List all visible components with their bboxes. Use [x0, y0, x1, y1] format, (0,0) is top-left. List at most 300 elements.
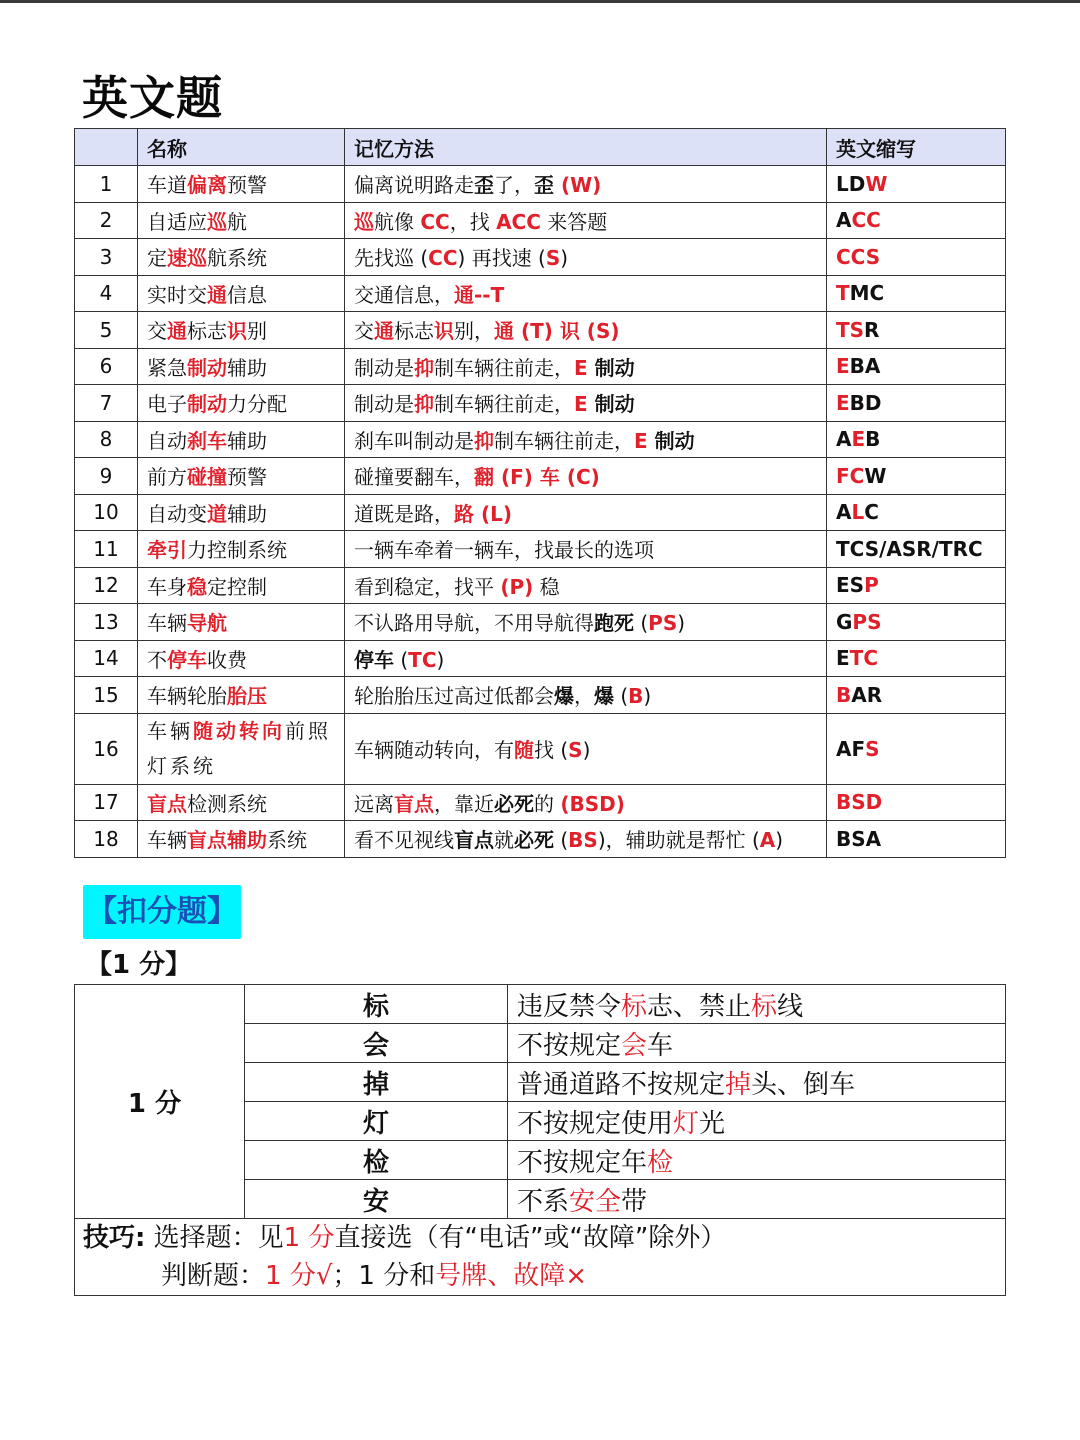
text-run: 检测系统	[187, 791, 267, 816]
english-abbreviation	[827, 348, 1006, 385]
text-run: 盲点辅助	[187, 828, 267, 853]
text-run: 航系统	[207, 246, 267, 271]
text-run: 速巡	[167, 246, 207, 271]
text-run: 车辆随动转向，有	[354, 738, 514, 762]
text-run: 不按规定	[517, 1030, 622, 1061]
text-run: 必死	[494, 791, 534, 816]
text-run: E	[836, 354, 850, 379]
text-run: 稳	[187, 574, 207, 599]
english-abbreviation	[827, 202, 1006, 239]
text-run: W	[865, 171, 888, 196]
text-run: CCS	[836, 244, 881, 269]
text-run: 巡	[207, 209, 227, 234]
text-run: 看到稳定，找平	[354, 574, 501, 599]
text-run: AF	[836, 736, 866, 761]
text-run: 刹车叫制动是	[354, 428, 474, 453]
text-run: FC	[836, 463, 865, 488]
text-run: 车道	[147, 173, 187, 198]
text-run: (P)	[500, 574, 534, 599]
english-abbreviation	[827, 677, 1006, 714]
text-run: TC	[408, 647, 437, 672]
text-run: 预警	[227, 465, 267, 490]
text-run: ，	[574, 684, 594, 709]
text-run: BA	[849, 354, 881, 379]
text-run: 看不见视线	[354, 828, 454, 853]
text-run: ，靠近	[434, 791, 494, 816]
text-run: W	[864, 463, 887, 488]
one-point-subheading: 【1 分】	[86, 950, 192, 980]
feature-name	[138, 640, 345, 677]
text-run: 标	[751, 991, 778, 1022]
row-number: 3	[75, 239, 138, 276]
text-run: 胎压	[227, 684, 267, 709]
text-run: 头、倒车	[751, 1069, 856, 1100]
text-run: (	[554, 828, 569, 853]
mnemonic-key: 安	[245, 1180, 508, 1219]
text-run: 停车	[354, 647, 394, 672]
score-label: 1 分	[75, 985, 245, 1219]
text-run: 标志	[394, 319, 434, 344]
text-run: )	[643, 684, 652, 709]
text-run: A	[836, 500, 852, 525]
text-run: 翻 (F) 车 (C)	[474, 465, 600, 490]
row-number: 12	[75, 567, 138, 604]
text-run: S	[545, 246, 561, 271]
text-run: 巡	[354, 209, 374, 234]
text-run: 不系	[517, 1186, 570, 1217]
text-run: 力分配	[227, 392, 287, 417]
feature-name	[138, 239, 345, 276]
text-run: (W)	[554, 173, 602, 198]
text-run: 了，	[494, 173, 534, 198]
feature-name	[138, 713, 345, 784]
english-abbreviation	[827, 567, 1006, 604]
text-run: R	[864, 317, 880, 342]
english-abbreviation	[827, 604, 1006, 641]
memory-method	[345, 166, 827, 203]
deduction-table	[74, 984, 1006, 1296]
feature-name	[138, 312, 345, 349]
violation-description	[508, 1063, 1006, 1102]
english-abbreviation-table	[74, 128, 1006, 858]
row-number: 2	[75, 202, 138, 239]
text-run: 直接选（有“电话”或“故障”除外）	[334, 1223, 727, 1253]
text-run: 车辆	[147, 828, 187, 853]
table-header-row	[75, 129, 1006, 166]
deduction-row	[75, 985, 1006, 1024]
text-run: 抑	[474, 428, 494, 453]
text-run: PS	[852, 609, 882, 634]
table-row	[75, 458, 1006, 495]
text-run: 道既是路，	[354, 501, 454, 526]
memory-method	[345, 640, 827, 677]
text-run: 交	[354, 319, 374, 344]
row-number: 1	[75, 166, 138, 203]
text-run: 路 (L)	[454, 501, 512, 526]
text-run: BS	[568, 828, 598, 853]
text-run: 前方	[147, 465, 187, 490]
feature-name	[138, 166, 345, 203]
text-run: 交通信息，	[354, 282, 454, 307]
text-run: 会	[621, 1030, 648, 1061]
text-run: 制车辆往前走，	[494, 428, 634, 453]
text-run: L	[851, 500, 865, 525]
text-run: 自动	[147, 428, 187, 453]
table-row	[75, 531, 1006, 568]
tip-line-judgment	[83, 1257, 997, 1295]
english-abbreviation	[827, 784, 1006, 821]
text-run: 稳	[533, 574, 560, 599]
english-abbreviation	[827, 494, 1006, 531]
text-run: 通	[207, 282, 227, 307]
text-run: 爆	[554, 684, 574, 709]
text-run: 不按规定年	[517, 1147, 648, 1178]
text-run: 通	[167, 319, 187, 344]
text-run: 检	[647, 1147, 674, 1178]
text-run: 不	[147, 647, 167, 672]
violation-description	[508, 985, 1006, 1024]
text-run: 偏离	[187, 173, 227, 198]
text-run: 违反禁令	[517, 991, 622, 1022]
text-run: CC	[851, 208, 881, 233]
text-run: 车辆轮胎	[147, 684, 227, 709]
text-run: 辅助	[227, 355, 267, 380]
text-run: 灯	[673, 1108, 700, 1139]
text-run: 1 分√	[265, 1261, 333, 1291]
text-run: 偏离说明路走	[354, 173, 474, 198]
text-run: 别，	[454, 319, 494, 344]
text-run: 远离	[354, 791, 394, 816]
memory-method	[345, 531, 827, 568]
row-number: 5	[75, 312, 138, 349]
text-run: 收费	[207, 647, 247, 672]
mnemonic-key: 会	[245, 1024, 508, 1063]
table-row	[75, 677, 1006, 714]
text-run: 随动转向	[193, 718, 285, 743]
text-run: 车辆	[147, 718, 193, 743]
memory-method	[345, 312, 827, 349]
row-number: 17	[75, 784, 138, 821]
text-run: 自适应	[147, 209, 207, 234]
top-border	[0, 0, 1080, 3]
text-run: 识	[227, 319, 247, 344]
table-row	[75, 348, 1006, 385]
text-run: 一辆车牵着一辆车，找最长的选项	[354, 538, 654, 563]
text-run: AR	[851, 682, 883, 707]
text-run: 道	[207, 501, 227, 526]
text-run: 掉	[725, 1069, 752, 1100]
text-run: 安全	[569, 1186, 622, 1217]
violation-description	[508, 1102, 1006, 1141]
header-memo: 记忆方法	[345, 129, 827, 166]
text-run: G	[836, 609, 853, 634]
text-run: 车身	[147, 574, 187, 599]
memory-method	[345, 275, 827, 312]
text-run: 制车辆往前走，	[434, 392, 574, 417]
memory-method	[345, 421, 827, 458]
table-body	[75, 166, 1006, 858]
text-run: )	[436, 647, 445, 672]
text-run: )	[560, 246, 569, 271]
text-run: TS	[836, 317, 865, 342]
memory-method	[345, 348, 827, 385]
text-run: 交	[147, 319, 167, 344]
mnemonic-key: 标	[245, 985, 508, 1024]
text-run: ；1 分和	[332, 1261, 436, 1291]
text-run: S	[568, 738, 583, 762]
feature-name	[138, 821, 345, 858]
memory-method	[345, 385, 827, 422]
table-row	[75, 239, 1006, 276]
feature-name	[138, 604, 345, 641]
english-abbreviation	[827, 166, 1006, 203]
violation-description	[508, 1180, 1006, 1219]
feature-name	[138, 567, 345, 604]
row-number: 9	[75, 458, 138, 495]
row-number: 4	[75, 275, 138, 312]
deduction-section-badge: 【扣分题】	[83, 885, 241, 939]
text-run: 爆	[594, 684, 614, 709]
text-run: 前照灯系统	[147, 718, 331, 778]
text-run: 紧急	[147, 355, 187, 380]
text-run: B	[865, 427, 881, 452]
text-run: 制动	[647, 428, 695, 453]
text-run: LD	[836, 171, 866, 196]
text-run: ) 再找速 (	[457, 246, 546, 271]
table-row	[75, 713, 1006, 784]
mnemonic-key: 检	[245, 1141, 508, 1180]
table-row	[75, 821, 1006, 858]
text-run: 系统	[267, 828, 307, 853]
text-run: 自动变	[147, 501, 207, 526]
text-run: 辅助	[227, 428, 267, 453]
table-row	[75, 275, 1006, 312]
text-run: 定控制	[207, 574, 267, 599]
text-run: ES	[836, 573, 865, 598]
english-abbreviation	[827, 312, 1006, 349]
memory-method	[345, 713, 827, 784]
text-run: 抑	[414, 392, 434, 417]
text-run: 选择题：见	[145, 1223, 284, 1253]
english-abbreviation	[827, 275, 1006, 312]
text-run: ，找	[449, 209, 497, 234]
text-run: 歪	[474, 173, 494, 198]
memory-method	[345, 784, 827, 821]
text-run: ACC	[496, 209, 541, 234]
english-abbreviation	[827, 821, 1006, 858]
text-run: 碰撞要翻车，	[354, 465, 474, 490]
page-title: 英文题	[82, 71, 223, 125]
text-run: )	[775, 828, 784, 853]
text-run: 带	[621, 1186, 648, 1217]
text-run: 标志	[187, 319, 227, 344]
text-run: 必死	[514, 828, 554, 853]
memory-method	[345, 821, 827, 858]
english-abbreviation	[827, 713, 1006, 784]
text-run: )，辅助就是帮忙 (	[597, 828, 760, 853]
table-row	[75, 567, 1006, 604]
violation-description	[508, 1141, 1006, 1180]
text-run: (	[614, 684, 629, 709]
feature-name	[138, 421, 345, 458]
text-run: 标	[621, 991, 648, 1022]
text-run: 车	[647, 1030, 674, 1061]
text-run: T	[836, 281, 850, 306]
text-run: 航像	[374, 209, 421, 234]
text-run: 刹车	[187, 428, 227, 453]
feature-name	[138, 677, 345, 714]
tip-line-choice	[83, 1219, 997, 1257]
text-run: 定	[147, 246, 167, 271]
text-run: BSD	[836, 790, 883, 815]
row-number: 18	[75, 821, 138, 858]
row-number: 11	[75, 531, 138, 568]
text-run: 光	[699, 1108, 726, 1139]
row-number: 10	[75, 494, 138, 531]
text-run: 制车辆往前走，	[434, 355, 574, 380]
english-abbreviation	[827, 640, 1006, 677]
text-run: A	[836, 208, 852, 233]
text-run: )	[582, 738, 591, 762]
text-run: 抑	[414, 355, 434, 380]
text-run: CC	[420, 209, 450, 234]
row-number: 7	[75, 385, 138, 422]
text-run: 技巧:	[83, 1223, 146, 1253]
text-run: 通	[374, 319, 394, 344]
text-run: 车辆	[147, 611, 187, 636]
text-run: E	[836, 646, 850, 671]
feature-name	[138, 348, 345, 385]
text-run: 制动	[187, 392, 227, 417]
text-run: PS	[648, 611, 678, 636]
text-run: E	[634, 428, 648, 453]
memory-method	[345, 202, 827, 239]
text-run: 实时交	[147, 282, 207, 307]
violation-description	[508, 1024, 1006, 1063]
table-row	[75, 604, 1006, 641]
text-run: 电子	[147, 392, 187, 417]
text-run: 判断题：	[161, 1261, 266, 1291]
row-number: 16	[75, 713, 138, 784]
text-run: 识	[434, 319, 454, 344]
text-run: 歪	[534, 173, 554, 198]
text-run: 随	[514, 738, 534, 762]
text-run: TC	[849, 646, 878, 671]
text-run: MC	[849, 281, 885, 306]
english-abbreviation	[827, 385, 1006, 422]
row-number: 14	[75, 640, 138, 677]
feature-name	[138, 531, 345, 568]
memory-method	[345, 604, 827, 641]
text-run: 志、禁止	[647, 991, 752, 1022]
text-run: 普通道路不按规定	[517, 1069, 726, 1100]
text-run: 导航	[187, 611, 227, 636]
text-run: 信息	[227, 282, 267, 307]
feature-name	[138, 458, 345, 495]
text-run: B	[628, 684, 644, 709]
text-run: E	[851, 427, 866, 452]
text-run: 来答题	[540, 209, 608, 234]
tip-cell	[75, 1219, 1006, 1296]
text-run: 盲点	[394, 791, 434, 816]
text-run: 停车	[167, 647, 207, 672]
text-run: P	[864, 573, 879, 598]
text-run: A	[759, 828, 776, 853]
text-run: 号牌、故障×	[435, 1261, 587, 1291]
text-run: 1 分	[283, 1223, 335, 1253]
text-run: 先找巡 (	[354, 246, 429, 271]
english-abbreviation	[827, 458, 1006, 495]
text-run: 不按规定使用	[517, 1108, 674, 1139]
table-row	[75, 640, 1006, 677]
text-run: E	[574, 392, 588, 417]
header-name: 名称	[138, 129, 345, 166]
text-run: S	[865, 736, 880, 761]
text-run: 牵引	[147, 538, 187, 563]
english-abbreviation	[827, 531, 1006, 568]
text-run: 通--T	[454, 282, 505, 307]
text-run: BSA	[836, 826, 882, 851]
text-run: 通 (T) 识 (S)	[494, 319, 620, 344]
text-run: A	[836, 427, 852, 452]
text-run: E	[574, 355, 588, 380]
text-run: C	[864, 500, 879, 525]
table-row	[75, 166, 1006, 203]
row-number: 6	[75, 348, 138, 385]
memory-method	[345, 677, 827, 714]
memory-method	[345, 567, 827, 604]
mnemonic-key: 灯	[245, 1102, 508, 1141]
text-run: )	[677, 611, 686, 636]
text-run: TCS/ASR/TRC	[836, 536, 983, 561]
memory-method	[345, 458, 827, 495]
english-abbreviation	[827, 421, 1006, 458]
text-run: CC	[428, 246, 458, 271]
text-run: BD	[849, 390, 882, 415]
feature-name	[138, 385, 345, 422]
text-run: B	[836, 682, 852, 707]
feature-name	[138, 202, 345, 239]
table-row	[75, 421, 1006, 458]
deduction-table-body	[75, 985, 1006, 1296]
tip-row	[75, 1219, 1006, 1296]
mnemonic-key: 掉	[245, 1063, 508, 1102]
text-run: 跑死	[594, 611, 634, 636]
text-run: 找 (	[534, 738, 569, 762]
text-run: 的	[534, 791, 561, 816]
text-run: 不认路用导航，不用导航得	[354, 611, 594, 636]
text-run: 制动是	[354, 392, 414, 417]
text-run: 轮胎胎压过高过低都会	[354, 684, 554, 709]
table-row	[75, 312, 1006, 349]
row-number: 15	[75, 677, 138, 714]
text-run: (	[634, 611, 649, 636]
text-run: 盲点	[454, 828, 494, 853]
text-run: 制动	[587, 392, 635, 417]
text-run: 制动是	[354, 355, 414, 380]
text-run: 碰撞	[187, 465, 227, 490]
text-run: E	[836, 390, 850, 415]
header-abbr: 英文缩写	[827, 129, 1006, 166]
text-run: 盲点	[147, 791, 187, 816]
text-run: 力控制系统	[187, 538, 287, 563]
text-run: 就	[494, 828, 514, 853]
memory-method	[345, 494, 827, 531]
table-row	[75, 385, 1006, 422]
text-run: 线	[777, 991, 804, 1022]
text-run: 制动	[187, 355, 227, 380]
table-row	[75, 202, 1006, 239]
